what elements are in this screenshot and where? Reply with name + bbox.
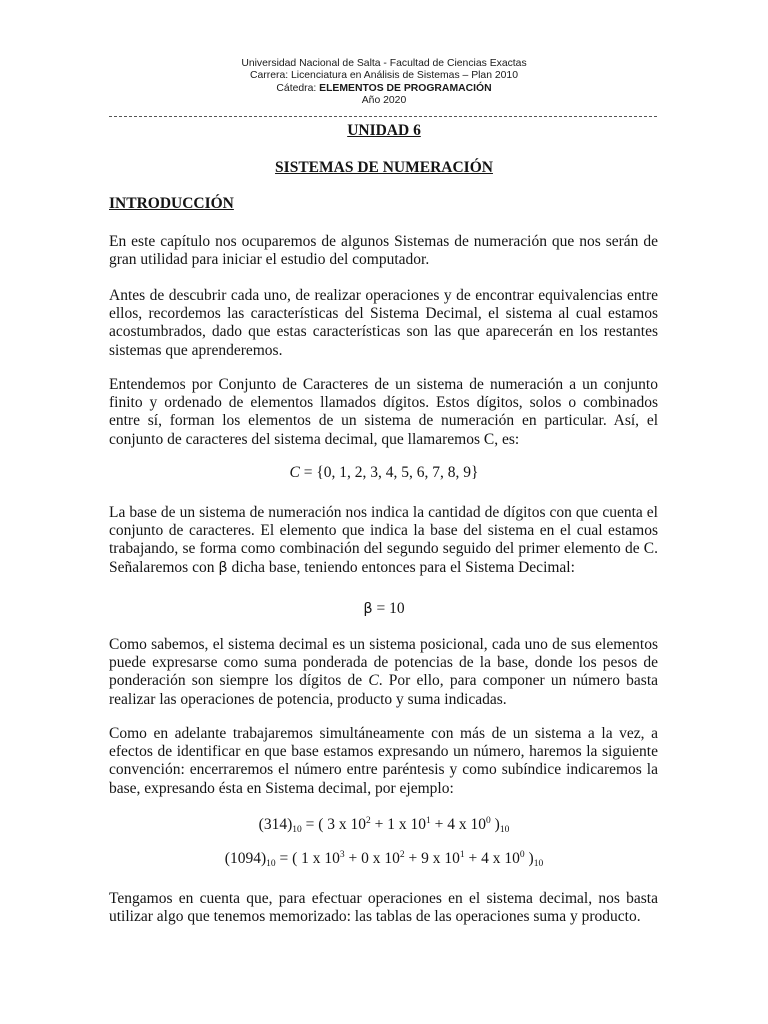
paragraph-3: Entendemos por Conjunto de Caracteres de un sistema de numeración a un conjunto finito y ordenado de elementos llamados dígitos. Estos dígitos, solos o combinados entre sí, forman los elementos de un sistema de numeración en particular. Así, el conjunto de caracteres del sistema decimal, que llamaremos C, es:	[109, 376, 658, 448]
ex1-term-1: = ( 3 x 10	[301, 816, 367, 833]
ex1-exp-3: 0	[486, 816, 491, 826]
ex2-term-3: + 9 x 10	[404, 850, 460, 867]
header-course	[0, 83, 768, 95]
ex2-exp-1: 3	[339, 850, 345, 860]
unit-heading: UNIDAD 6	[347, 122, 421, 139]
paragraph-5-set-c: C	[368, 672, 379, 690]
header-university: Universidad Nacional de Salta - Facultad de Ciencias Exactas	[241, 58, 527, 69]
ex1-number: (314)	[258, 816, 293, 833]
beta-symbol: β	[218, 559, 228, 576]
page-header	[0, 58, 768, 108]
header-year: Año 2020	[361, 95, 407, 107]
ex2-term-2: + 0 x 10	[344, 850, 400, 867]
formula-example-1	[0, 816, 768, 834]
header-course-name: ELEMENTOS DE PROGRAMACIÓN	[319, 82, 492, 94]
paragraph-4-text-a: La base de un sistema de numeración nos indica la cantidad de dígitos con que cuenta el conjunto de caracteres. El elemento que indica la base del sistema en el cual estamos trabajando, se forma como combinación del segundo seguido del primer elemento de C. Señalaremos con	[109, 504, 658, 576]
paragraph-4-text-b: dicha base, teniendo entonces para el Sistema Decimal:	[227, 558, 575, 576]
ex1-term-2: + 1 x 10	[370, 816, 427, 833]
formula-set-variable: C	[289, 464, 300, 481]
paragraph-1: En este capítulo nos ocuparemos de algunos Sistemas de numeración que nos serán de gran utilidad para iniciar el estudio del computador.	[109, 233, 658, 269]
paragraph-5-text-b: . Por ello, para componer un número basta realizar las operaciones de potencia, producto y suma indicadas.	[109, 672, 659, 708]
paragraph-4	[109, 504, 658, 577]
header-course-prefix: Cátedra:	[276, 82, 320, 94]
ex2-term-4: + 4 x 10	[464, 850, 520, 867]
formula-character-set	[0, 464, 768, 482]
ex2-base: 10	[266, 859, 276, 869]
ex1-base-end: 10	[499, 825, 510, 835]
ex2-exp-3: 1	[459, 850, 465, 860]
ex1-term-3: + 4 x 10	[430, 816, 487, 833]
ex1-exp-1: 2	[366, 816, 371, 826]
ex2-base-end: 10	[533, 859, 544, 869]
paragraph-7: Tengamos en cuenta que, para efectuar operaciones en el sistema decimal, nos basta utilizar algo que tenemos memorizado: las tablas de las operaciones suma y producto.	[109, 890, 658, 926]
header-career: Carrera: Licenciatura en Análisis de Sistemas – Plan 2010	[250, 70, 518, 82]
ex2-exp-4: 0	[519, 850, 525, 860]
page-title: SISTEMAS DE NUMERACIÓN	[275, 159, 493, 176]
section-heading: INTRODUCCIÓN	[109, 195, 234, 212]
paragraph-6: Como en adelante trabajaremos simultáneamente con más de un sistema a la vez, a efectos de identificar en que base estamos expresando un número, haremos la siguiente convención: encerraremos el número entre paréntesis y como subíndice indicaremos la base, expresando ésta en Sistema decimal, por ejemplo:	[109, 725, 658, 797]
formula-set-values: = {0, 1, 2, 3, 4, 5, 6, 7, 8, 9}	[299, 464, 479, 481]
paragraph-5	[109, 636, 658, 709]
ex2-number: (1094)	[224, 850, 267, 867]
ex2-exp-2: 2	[399, 850, 405, 860]
paragraph-2: Antes de descubrir cada uno, de realizar operaciones y de encontrar equivalencias entre ellos, recordemos las características del Sistema Decimal, el sistema al cual estamos acostumbrados, dado que estas características son las que aparecerán en los restantes sistemas que aprenderemos.	[109, 287, 658, 359]
ex1-term-4: )	[490, 816, 500, 833]
formula-beta-value: = 10	[372, 600, 405, 617]
ex1-exp-2: 1	[426, 816, 431, 826]
formula-example-2	[0, 850, 768, 868]
formula-beta-symbol: β	[363, 601, 373, 617]
ex1-base: 10	[292, 825, 302, 835]
formula-base	[0, 600, 768, 618]
paragraph-5-text-a: Como sabemos, el sistema decimal es un sistema posicional, cada uno de sus elementos puede expresarse como suma ponderada de potencias de la base, donde los pesos de ponderación son siempre los dígitos de	[109, 636, 658, 690]
header-divider	[109, 116, 657, 117]
ex2-term-5: )	[524, 850, 534, 867]
ex2-term-1: = ( 1 x 10	[275, 850, 340, 867]
